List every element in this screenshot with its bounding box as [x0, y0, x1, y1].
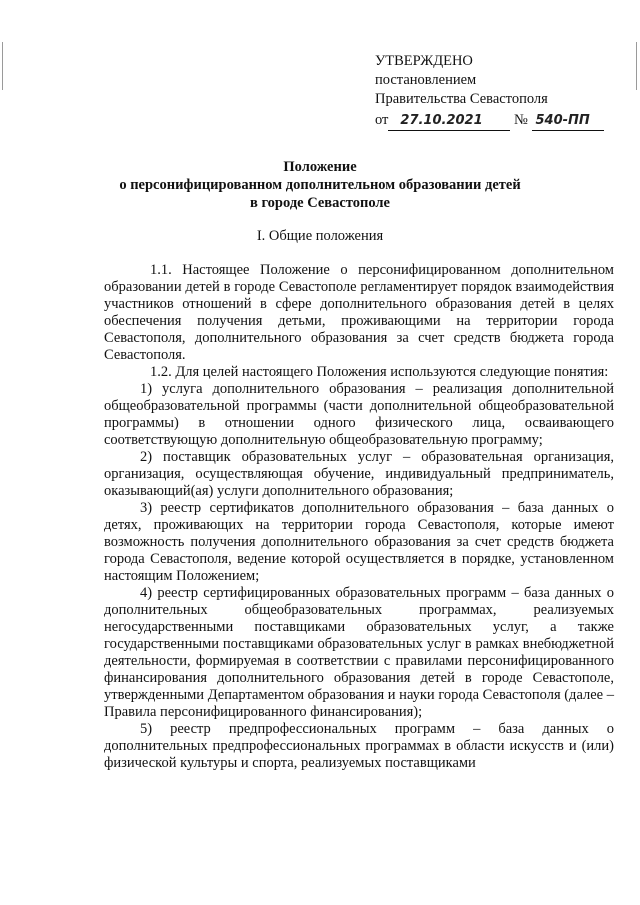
title-line-2: о персонифицированном дополнительном образовании детей [119, 177, 521, 193]
list-item-1: 1) услуга дополнительного образования – реализация дополнительной общеобразовательной программы (части дополнительной общеобразовательной программы) в отношении одного физического лица, осваивающего соответствующую дополнительную общеобразовательную программу; [104, 381, 614, 448]
approval-line-3: Правительства Севастополя [375, 91, 548, 107]
approval-line-1: УТВЕРЖДЕНО [375, 53, 473, 69]
list-item-3: 3) реестр сертификатов дополнительного образования – база данных о детях, проживающих на территории города Севастополя, которые имеют возможность получения дополнительного образования за счет средств бюджета города Севастополя, ведение которой осуществляется в порядке, установленном настоящим Положением; [104, 500, 614, 584]
title-line-1: Положение [283, 159, 357, 175]
document-title [0, 158, 640, 212]
approval-number: 540-ПП [532, 111, 604, 131]
approval-date-line [375, 111, 604, 131]
list-item-4: 4) реестр сертифицированных образовательных программ – база данных о дополнительных общеобразовательных программах, реализуемых негосударственными поставщиками образовательных услуг, а также государственными поставщиками образовательных услуг в рамках внебюджетной деятельности, формируемая в соответствии с правилами персонифицированного финансирования дополнительного образования детей в городе Севастополе, утвержденными Департаментом образования и науки города Севастополя (далее – Правила персонифицированного финансирования); [104, 585, 614, 720]
list-item-2: 2) поставщик образовательных услуг – образовательная организация, организация, осуществляющая обучение, индивидуальный предприниматель, оказывающий(ая) услуги дополнительного образования; [104, 449, 614, 499]
approval-line-2: постановлением [375, 72, 477, 88]
scan-edge-left [2, 42, 3, 90]
paragraph-1-2: 1.2. Для целей настоящего Положения используются следующие понятия: [150, 364, 609, 380]
approval-block [375, 52, 604, 131]
section-heading: I. Общие положения [256, 228, 384, 244]
document-body [104, 262, 614, 772]
list-item-5: 5) реестр предпрофессиональных программ – база данных о дополнительных предпрофессиональных программах в области искусств и (или) физической культуры и спорта, реализуемых поставщиками [104, 721, 614, 771]
number-prefix: № [514, 112, 528, 128]
date-prefix: от [375, 112, 389, 128]
paragraph-1-1: 1.1. Настоящее Положение о персонифицированном дополнительном образовании детей в городе Севастополе регламентирует порядок взаимодействия участников отношений в сфере дополнительного образования детей в целях обеспечения получения детьми, проживающими на территории города Севастополя, дополнительного образования за счет средств бюджета города Севастополя. [104, 262, 614, 363]
title-line-3: в городе Севастополе [250, 195, 390, 211]
scan-edge-right [636, 42, 637, 90]
approval-date: 27.10.2021 [388, 111, 510, 131]
